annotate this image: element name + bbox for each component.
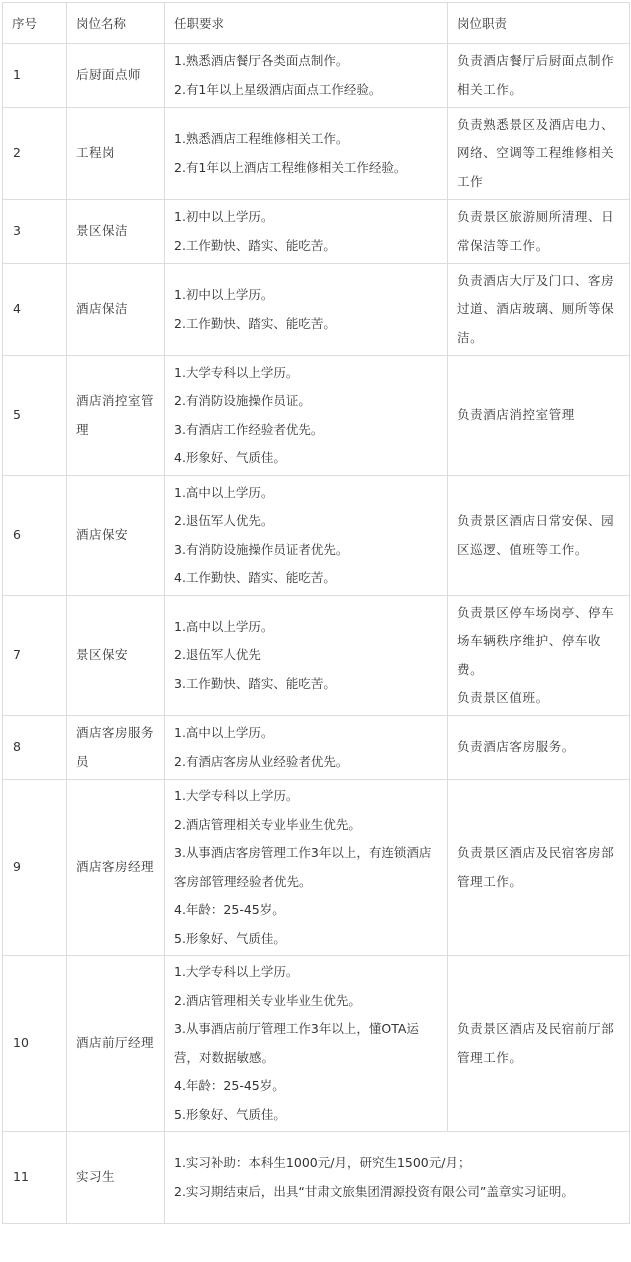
table-row	[3, 264, 630, 356]
requirement-line: 2.实习期结束后，出具“甘肃文旅集团渭源投资有限公司”盖章实习证明。	[174, 1183, 574, 1199]
row-duties: 负责景区酒店日常安保、园区巡逻、值班等工作。	[448, 476, 630, 596]
row-requirements	[165, 356, 448, 476]
requirement-line: 4.形象好、气质佳。	[174, 450, 286, 465]
row-seq: 3	[3, 200, 67, 264]
row-requirements	[165, 108, 448, 200]
row-duties: 负责景区酒店及民宿客房部管理工作。	[448, 780, 630, 956]
row-requirements	[165, 596, 448, 716]
row-seq: 10	[3, 956, 67, 1132]
requirement-line: 3.工作勤快、踏实、能吃苦。	[174, 675, 336, 691]
requirement-line: 2.酒店管理相关专业毕业生优先。	[174, 992, 361, 1008]
table-row	[3, 476, 630, 596]
row-seq: 11	[3, 1132, 67, 1224]
row-requirements	[165, 956, 448, 1132]
row-position-name: 酒店客房经理	[67, 780, 165, 956]
row-duties: 负责酒店大厅及门口、客房过道、酒店玻璃、厕所等保洁。	[448, 264, 630, 356]
requirement-line: 1.熟悉酒店工程维修相关工作。	[174, 131, 349, 146]
requirement-line: 3.有消防设施操作员证者优先。	[174, 541, 349, 557]
row-seq: 5	[3, 356, 67, 476]
row-position-name: 后厨面点师	[67, 44, 165, 108]
table-row	[3, 956, 630, 1132]
header-position-name: 岗位名称	[67, 3, 165, 44]
row-requirements	[165, 1132, 630, 1224]
row-seq: 9	[3, 780, 67, 956]
row-position-name: 工程岗	[67, 108, 165, 200]
job-table	[2, 2, 630, 1224]
table-row	[3, 780, 630, 956]
row-position-name: 酒店保洁	[67, 264, 165, 356]
row-seq: 6	[3, 476, 67, 596]
requirement-line: 2.工作勤快、踏实、能吃苦。	[174, 315, 336, 331]
table-row	[3, 108, 630, 200]
row-position-name: 酒店客房服务员	[67, 716, 165, 780]
row-position-name: 酒店保安	[67, 476, 165, 596]
header-row	[3, 3, 630, 44]
row-requirements	[165, 264, 448, 356]
table-row	[3, 716, 630, 780]
table-row	[3, 1132, 630, 1224]
row-seq: 4	[3, 264, 67, 356]
requirement-line: 3.从事酒店客房管理工作3年以上，有连锁酒店客房部管理经验者优先。	[174, 845, 432, 889]
table-row	[3, 44, 630, 108]
row-duties: 负责熟悉景区及酒店电力、网络、空调等工程维修相关工作	[448, 108, 630, 200]
row-duties	[448, 596, 630, 716]
row-seq: 7	[3, 596, 67, 716]
requirement-line: 1.实习补助：本科生1000元/月，研究生1500元/月；	[174, 1155, 471, 1170]
requirement-line: 1.大学专科以上学历。	[174, 788, 299, 803]
duty-text: 负责景区停车场岗亭、停车场车辆秩序维护、停车收费。	[457, 604, 615, 677]
row-duties: 负责景区酒店及民宿前厅部管理工作。	[448, 956, 630, 1132]
requirement-line: 2.工作勤快、踏实、能吃苦。	[174, 237, 336, 253]
requirement-line: 5.形象好、气质佳。	[174, 1106, 286, 1122]
requirement-line: 2.有1年以上酒店工程维修相关工作经验。	[174, 159, 407, 175]
row-duties: 负责酒店消控室管理	[448, 356, 630, 476]
requirement-line: 1.初中以上学历。	[174, 209, 274, 224]
requirement-line: 3.从事酒店前厅管理工作3年以上，懂OTA运营，对数据敏感。	[174, 1021, 419, 1065]
row-requirements	[165, 44, 448, 108]
header-requirements: 任职要求	[165, 3, 448, 44]
requirement-line: 4.年龄：25-45岁。	[174, 902, 285, 917]
row-position-name: 实习生	[67, 1132, 165, 1224]
row-duties: 负责酒店餐厅后厨面点制作相关工作。	[448, 44, 630, 108]
table-row	[3, 200, 630, 264]
row-seq: 8	[3, 716, 67, 780]
duty-extra-text: 负责景区值班。	[457, 690, 549, 705]
requirement-line: 3.有酒店工作经验者优先。	[174, 421, 324, 437]
requirement-line: 1.高中以上学历。	[174, 618, 274, 634]
row-position-name: 景区保安	[67, 596, 165, 716]
requirement-line: 1.高中以上学历。	[174, 725, 274, 740]
requirement-line: 5.形象好、气质佳。	[174, 930, 286, 946]
row-position-name: 酒店前厅经理	[67, 956, 165, 1132]
requirement-line: 2.有1年以上星级酒店面点工作经验。	[174, 81, 382, 97]
requirement-line: 1.大学专科以上学历。	[174, 964, 299, 979]
requirement-line: 1.熟悉酒店餐厅各类面点制作。	[174, 53, 349, 68]
row-seq: 1	[3, 44, 67, 108]
header-duties: 岗位职责	[448, 3, 630, 44]
row-position-name: 景区保洁	[67, 200, 165, 264]
requirement-line: 2.有酒店客房从业经验者优先。	[174, 753, 349, 769]
requirement-line: 1.大学专科以上学历。	[174, 364, 299, 380]
table-row	[3, 596, 630, 716]
requirement-line: 4.年龄：25-45岁。	[174, 1078, 285, 1093]
row-position-name: 酒店消控室管理	[67, 356, 165, 476]
requirement-line: 2.有消防设施操作员证。	[174, 393, 311, 408]
requirement-line: 4.工作勤快、踏实、能吃苦。	[174, 570, 336, 585]
row-requirements	[165, 716, 448, 780]
requirement-line: 1.高中以上学历。	[174, 484, 274, 500]
requirement-line: 2.退伍军人优先	[174, 647, 261, 663]
row-duties: 负责景区旅游厕所清理、日常保洁等工作。	[448, 200, 630, 264]
row-seq: 2	[3, 108, 67, 200]
requirement-line: 2.酒店管理相关专业毕业生优先。	[174, 816, 361, 832]
row-requirements	[165, 200, 448, 264]
header-seq: 序号	[3, 3, 67, 44]
row-requirements	[165, 780, 448, 956]
table-row	[3, 356, 630, 476]
requirement-line: 2.退伍军人优先。	[174, 513, 274, 528]
row-duties: 负责酒店客房服务。	[448, 716, 630, 780]
row-requirements	[165, 476, 448, 596]
requirement-line: 1.初中以上学历。	[174, 287, 274, 302]
